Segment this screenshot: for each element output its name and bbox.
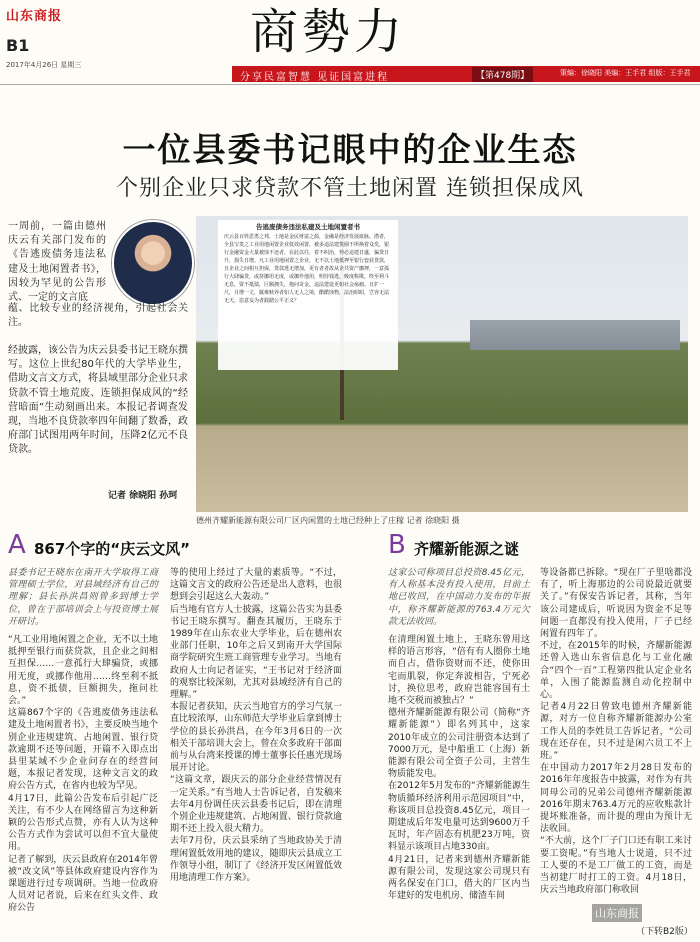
editor-credits: 策编：徐晓阳 美编：王手君 组版：王手君 <box>560 69 691 77</box>
page-number: B1 <box>6 36 30 55</box>
column-4-para-5: “不大前，这个厂子门口还有职工来讨要工资呢。”有当地人士说道，只不过工人要的不是工厂做工的工资，而是当初建厂时打工的工资。4月18日，庆云当地政府部门称收回 <box>540 836 692 896</box>
divider <box>0 84 700 85</box>
watermark: 山东商报 <box>592 904 642 922</box>
column-3-para-1: 在清理闲置土地上，王晓东曾用这样的语言形容，“倍有有人圈你土地而自占，借你资财而不还，使你田宅而肌裂，你定奔波相告，宁死必讨，换位思考，政府岂能容国有土地不交税而被独占？” <box>388 635 530 707</box>
column-2-para-5: 去年7月份，庆云县采纳了当地政协关于清理闲置低效用地的建议，随即庆云县成立工作领导小组，制订了《经济开发区闲置低效用地清理工作方案》。 <box>170 836 342 884</box>
lead-byline: 记者 徐晓阳 孙珂 <box>108 491 178 501</box>
column-1-body: 这篇867个字的《告逃废债务违法私建及土地闲置者书》，主要反映当地个别企业违规建筑、占地闲置、银行贷款逾期不还等问题，开篇不入即点出县里某域不少企业问存在的经营问题，本报记者发现，这种文言文的政府公告方式，在省内也较为罕见。 <box>8 708 158 792</box>
column-1-intro: 县委书记王晓东在南开大学取得工商管理硕士学位，对县域经济有自己的理解；县长孙洪昌则曾多到博士学位，曾在于部培训会上与投资博士展开研讨。 <box>8 568 158 627</box>
column-4-para-4: 在中国动力2017年2月28日发布的2016年年度报告中披露，对作为有共同母公司的兄弟公司德州齐耀新能源2016年期末763.4万元的应收账款计提坏账准备，而计提的理由为预计无法收回。 <box>540 763 692 835</box>
section-a-title: 867个字的“庆云文风” <box>34 540 191 558</box>
section-b-title: 齐耀新能源之谜 <box>414 540 520 558</box>
column-4-para-3: 记者4月22日曾致电德州齐耀新能源，对方一位自称齐耀新能源办公室工作人员的李姓员工告诉记者，“公司现在还存在，只不过是闲六员工不上班。” <box>540 702 692 762</box>
column-3-intro: 这家公司称项目总投资8.45亿元，有人称基本没有投入使用，目前土地已收回，在中国动力发布的年报中，称齐耀新能源的763.4万元欠款无法收回。 <box>388 568 530 627</box>
column-4-para-2: 不过，在2015年的时候，齐耀新能源还曾入选山东省信息化与工业化融合“四个一百”工程第四批认定企业名单，入围了能源监测自动化控制中心。 <box>540 641 692 701</box>
column-1-body-3: 记者了解到，庆云县政府在2014年曾被“改文风”等县体政府建设内容作为课题进行过专项调研。当地一位政府人员对记者说，后来在红头文件、政府公告 <box>8 854 158 914</box>
photo-caption: 德州齐耀新能源有限公司厂区内闲置的土地已经种上了庄稼 记者 徐晓阳 摄 <box>196 516 460 525</box>
column-3-para-4: 4月21日，记者来到德州齐耀新能源有限公司，发现这家公司现只有两名保安在门口，借大的厂区内当年建好的发电机房、储渣车间 <box>388 854 530 902</box>
notice-inset <box>218 220 398 370</box>
column-2-para-2: 后当地有官方人士披露，这篇公告实为县委书记王晓东撰写。翻查其履历，王晓东于1989年在山东农业大学毕业，后在德州农业部门任职，10年之后又到南开大学国际商学院研究生班工商管理专业学习。当地有政府人士向记者证实，“王书记对于经济面的观察比较深刻，尤其对县域经济有自己的理解。” <box>170 604 342 701</box>
notice-text: 庆云县百姓思勇之邦，土地是金民财富之源，金融是经济发展血脉。潜者，全县宝贵之工业用地闲置企业低效闲置，被多违法建筑圈不所换着众矣，银行金融资金大量被蚀不还者，在此以往，着不纠治，势必违建日盛，骗贷日升，损失日增。凡工业用地闲置之企业，无不以土地抵押至银行套获贷款，且企业之间相互担保，贷款逃无增加，更有者者故从企共资产挪押，一意孤行大肆骗贷，或挤挪用无度，或挪作他用，明恃钱逃，吸度称欺，终至利斗无息，资不抵债，巨额拥失，拖问奇金，违法建设更如社会疡瘤。日扩一尺，月增一丈，腻难赎养者如人无人之境，酷酷蚀物，法治昭昭，岂容无法无天，恣意妄为者践踏公平正义？ <box>224 234 390 304</box>
lead-paragraph-end: 蕴、比较专业的经济视角，引起社会关注。 <box>8 303 188 329</box>
subheadline: 个别企业只求贷款不管土地闲置 连锁担保成风 <box>116 176 584 201</box>
section-a-letter: A <box>8 530 26 560</box>
column-1 <box>8 567 158 915</box>
lead-paragraph-start: 一周前，一篇由德州庆云有关部门发布的《告逃废债务违法私建及土地闲置者书》，因较为罕见的公告形式、一定的文言底 <box>8 221 106 304</box>
column-4 <box>540 567 692 896</box>
slogan: 分享民富智慧 见证国富进程 <box>240 72 390 83</box>
continued-notice: （下转B2版） <box>636 927 693 937</box>
column-1-body-2: 4月17日，此篇公告发布后引起广泛关注，有不少人在网络留言为这种新颖的公告形式点赞，亦有人认为这种公告方式作为尝试可以但不宜大量使用。 <box>8 793 158 853</box>
column-3-para-2: 德州齐耀新能源有限公司（简称“齐耀新能源”）即名列其中，这家2010年成立的公司注册资本达到了7000万元，是中船重工（上海）新能源有限公司全资子公司，主营生物质能发电。 <box>388 708 530 780</box>
column-2-para-1: 等的使用上经过了大量的素质等。“不过，这篇文言文的政府公告还是出人意料，也很想到会引起这么大轰动。” <box>170 568 342 603</box>
portrait-photo <box>112 220 194 306</box>
column-2 <box>170 567 342 884</box>
column-2-para-4: “这篇文章，跟庆云的部分企业经营情况有一定关系。”有当地人士告诉记者，自发稿来去年4月份调任庆云县委书记后，即在清理个别企业违规建筑、占地闲置、银行贷款逾期不还上投入很大精力。 <box>170 775 342 835</box>
section-b-letter: B <box>388 530 406 560</box>
publication-date: 2017年4月26日 星期三 <box>6 61 82 69</box>
column-1-quote: “凡工业用地闲置之企业，无不以土地抵押至银行而获贷款，且企业之间相互担保……一意孤行大肆骗贷，或挪用无度，或挪作他用……终至利不抵息，资不抵债，巨额拥失，拖问社会。” <box>8 635 158 707</box>
column-3 <box>388 567 530 902</box>
newspaper-brand: 山东商报 <box>6 9 63 24</box>
column-4-para-1: 等设备都已拆除。“现在厂子里啥都没有了，听上海那边的公司说最近就要关了。”有保安告诉记者，其称，当年该公司建成后，听说因为资金不足等问题一直都没有投入使用，厂子已经闲置有四年了。 <box>540 568 692 640</box>
column-3-para-3: 在2012年5月发布的“齐耀新能源生物质循环经济利用示范园项目”中，称该项目总投资8.45亿元，项目一期建成后年发电量可达到9600万千瓦时，年产固态有机肥23万吨，资料显示该项目占地330亩。 <box>388 781 530 853</box>
column-2-para-3: 本报记者获知，庆云当地官方的学习气氛一直比较浓厚，山东师范大学毕业后拿到博士学位的县长孙洪昌，在今年3月6日的一次相关干部培训大会上，曾在众多政府干部面前与从台湾来授课的博士董事长任惠光现场展开讨论。 <box>170 702 342 774</box>
issue-number: 【第478期】 <box>472 67 533 82</box>
section-title: 商勢力 <box>250 4 407 60</box>
notice-title: 告逃废债务违法私建及土地闲置者书 <box>256 223 360 231</box>
headline: 一位县委书记眼中的企业生态 <box>122 130 578 169</box>
factory-silhouette <box>470 320 680 350</box>
lead-summary: 经披露，该公告为庆云县委书记王晓东撰写。这位上世纪80年代的大学毕业生，借助文言文方式，将县域里部分企业只求贷款不管土地荒废、连锁担保成风的“经营暗面”生动刻画出来。本报记者调查发现，当地不良贷款率四年间翻了数番，政府部门试图用两年时间，压降2亿元不良贷款。 <box>8 345 188 456</box>
